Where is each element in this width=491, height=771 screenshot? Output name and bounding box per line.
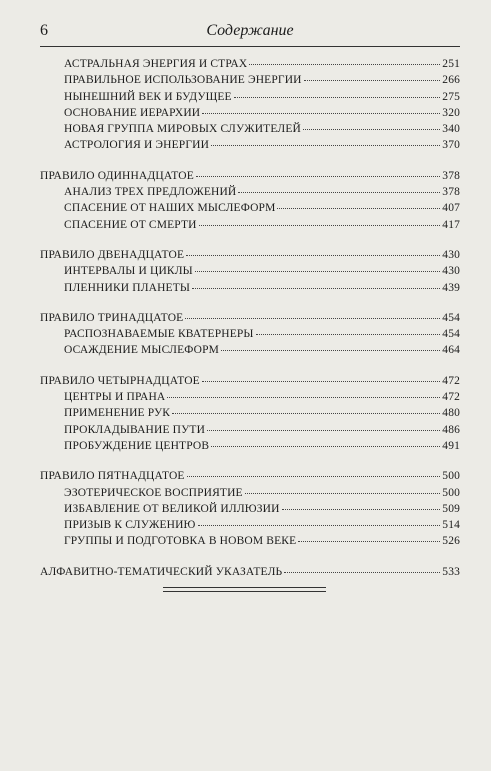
toc-entry-page: 500 [442, 470, 460, 483]
toc-subentry [40, 282, 460, 298]
toc-entry-page: 430 [442, 248, 460, 261]
toc-entry-page: 275 [442, 90, 460, 103]
dot-leader [196, 176, 440, 177]
dot-leader [245, 493, 441, 494]
toc-entry [40, 249, 460, 265]
toc-entry-title: НЫНЕШНИЙ ВЕК И БУДУЩЕЕ [64, 90, 232, 103]
dot-leader [298, 541, 440, 542]
toc-section [40, 170, 460, 235]
toc-entry-page: 533 [442, 565, 460, 578]
dot-leader [202, 113, 440, 114]
toc-entry-title: АСТРАЛЬНАЯ ЭНЕРГИЯ И СТРАХ [64, 58, 248, 70]
toc-entry-page: 472 [442, 374, 460, 387]
dot-leader [172, 413, 440, 414]
toc-entry-page: 491 [442, 439, 460, 452]
toc-entry-page: 486 [442, 423, 460, 436]
toc-entry-title: НОВАЯ ГРУППА МИРОВЫХ СЛУЖИТЕЛЕЙ [64, 123, 301, 136]
toc-entry-title: ОСАЖДЕНИЕ МЫСЛЕФОРМ [64, 344, 219, 357]
toc-entry-title: СПАСЕНИЕ ОТ НАШИХ МЫСЛЕФОРМ [64, 202, 276, 215]
toc-entry-page: 430 [442, 265, 460, 278]
page-header [40, 20, 460, 47]
toc-entry-title: ПРИМЕНЕНИЕ РУК [64, 407, 171, 420]
toc-subentry [40, 202, 460, 218]
page-number: 6 [40, 22, 48, 39]
toc-entry-page: 378 [442, 186, 460, 199]
toc-subentry [40, 107, 460, 123]
toc-entry [40, 470, 460, 486]
toc-subentry [40, 91, 460, 107]
toc-entry-page: 266 [442, 74, 460, 87]
dot-leader [282, 509, 441, 510]
dot-leader [238, 192, 440, 193]
toc-entry-page: 407 [442, 202, 460, 215]
dot-leader [192, 288, 440, 289]
toc-entry-page: 378 [442, 169, 460, 182]
dot-leader [195, 271, 440, 272]
toc-subentry [40, 519, 460, 535]
toc-entry-title: ПРИЗЫВ К СЛУЖЕНИЮ [64, 519, 196, 532]
toc-section [40, 58, 460, 156]
toc-entry-page: 514 [442, 519, 460, 532]
toc-entry-page: 417 [442, 218, 460, 231]
dot-leader [187, 476, 441, 477]
toc-entry-title: ЦЕНТРЫ И ПРАНА [64, 391, 166, 404]
toc-subentry [40, 219, 460, 235]
toc-entry-title: ПЛЕННИКИ ПЛАНЕТЫ [64, 281, 191, 294]
toc-subentry [40, 328, 460, 344]
toc-entry-title: ПРАВИЛО ПЯТНАДЦАТОЕ [40, 470, 185, 483]
toc-entry-page: 480 [442, 407, 460, 420]
toc-entry-page: 454 [442, 328, 460, 341]
toc-entry-title: ЭЗОТЕРИЧЕСКОЕ ВОСПРИЯТИЕ [64, 486, 243, 499]
toc-section [40, 312, 460, 361]
toc-subentry [40, 74, 460, 90]
toc-entry-title: АНАЛИЗ ТРЕХ ПРЕДЛОЖЕНИЙ [64, 186, 237, 199]
toc-entry-title: АЛФАВИТНО-ТЕМАТИЧЕСКИЙ УКАЗАТЕЛЬ [40, 565, 283, 578]
table-of-contents [40, 58, 460, 596]
toc-entry-title: РАСПОЗНАВАЕМЫЕ КВАТЕРНЕРЫ [64, 328, 254, 341]
toc-section [40, 249, 460, 298]
toc-entry-title: СПАСЕНИЕ ОТ СМЕРТИ [64, 218, 197, 231]
toc-entry-page: 464 [442, 344, 460, 357]
toc-entry-page: 251 [442, 58, 460, 70]
toc-entry-page: 454 [442, 311, 460, 324]
toc-entry-page: 526 [442, 535, 460, 548]
dot-leader [202, 381, 440, 382]
running-title: Содержание [206, 22, 294, 39]
toc-subentry [40, 58, 460, 74]
toc-entry [40, 312, 460, 328]
toc-entry-title: ПРОКЛАДЫВАНИЕ ПУТИ [64, 423, 206, 436]
toc-subentry [40, 407, 460, 423]
toc-entry-title: ПРАВИЛО ТРИНАДЦАТОЕ [40, 311, 184, 324]
dot-leader [211, 145, 440, 146]
toc-subentry [40, 440, 460, 456]
toc-entry-title: ПРАВИЛО ОДИННАДЦАТОЕ [40, 169, 194, 182]
toc-subentry [40, 487, 460, 503]
toc-subentry [40, 391, 460, 407]
closing-rule-top [163, 587, 326, 588]
toc-section [40, 566, 460, 582]
toc-entry-title: ПРАВИЛО ДВЕНАДЦАТОЕ [40, 248, 185, 261]
dot-leader [221, 350, 440, 351]
toc-entry-page: 320 [442, 106, 460, 119]
toc-entry-page: 472 [442, 391, 460, 404]
toc-section [40, 375, 460, 456]
dot-leader [198, 525, 441, 526]
toc-subentry [40, 503, 460, 519]
dot-leader [186, 255, 440, 256]
toc-entry-title: ИЗБАВЛЕНИЕ ОТ ВЕЛИКОЙ ИЛЛЮЗИИ [64, 502, 280, 515]
toc-subentry [40, 535, 460, 551]
dot-leader [199, 225, 441, 226]
toc-entry-page: 340 [442, 123, 460, 136]
toc-entry-title: ПРАВИЛО ЧЕТЫРНАДЦАТОЕ [40, 374, 200, 387]
closing-rule-bottom [163, 591, 326, 592]
toc-entry-title: ГРУППЫ И ПОДГОТОВКА В НОВОМ ВЕКЕ [64, 535, 297, 548]
toc-subentry [40, 139, 460, 155]
toc-subentry [40, 186, 460, 202]
dot-leader [284, 572, 440, 573]
dot-leader [249, 64, 440, 65]
dot-leader [277, 208, 440, 209]
toc-entry [40, 170, 460, 186]
dot-leader [234, 97, 441, 98]
toc-entry [40, 566, 460, 582]
dot-leader [304, 80, 441, 81]
toc-subentry [40, 123, 460, 139]
dot-leader [185, 318, 440, 319]
toc-entry-title: ПРАВИЛЬНОЕ ИСПОЛЬЗОВАНИЕ ЭНЕРГИИ [64, 74, 302, 87]
toc-entry-title: ИНТЕРВАЛЫ И ЦИКЛЫ [64, 265, 193, 278]
dot-leader [211, 446, 440, 447]
toc-entry-page: 509 [442, 502, 460, 515]
toc-section [40, 470, 460, 551]
dot-leader [207, 430, 440, 431]
toc-entry [40, 375, 460, 391]
toc-entry-page: 370 [442, 139, 460, 152]
dot-leader [167, 397, 440, 398]
dot-leader [303, 129, 440, 130]
dot-leader [256, 334, 441, 335]
toc-entry-page: 500 [442, 486, 460, 499]
toc-subentry [40, 265, 460, 281]
toc-subentry [40, 424, 460, 440]
toc-subentry [40, 344, 460, 360]
toc-entry-title: АСТРОЛОГИЯ И ЭНЕРГИИ [64, 139, 210, 152]
toc-entry-page: 439 [442, 281, 460, 294]
toc-entry-title: ПРОБУЖДЕНИЕ ЦЕНТРОВ [64, 439, 210, 452]
toc-entry-title: ОСНОВАНИЕ ИЕРАРХИИ [64, 106, 201, 119]
